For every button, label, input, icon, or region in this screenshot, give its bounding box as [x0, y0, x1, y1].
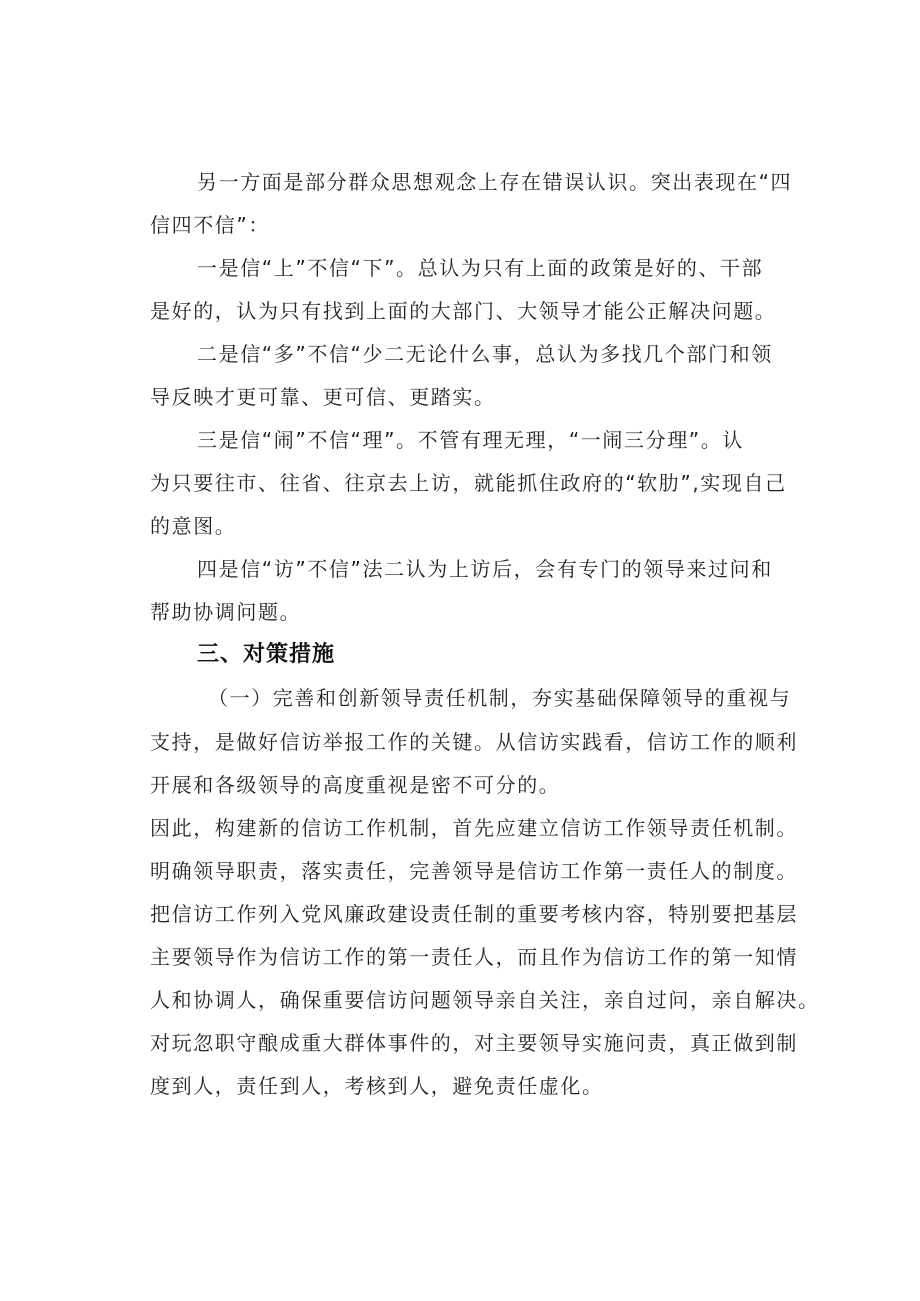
- paragraph-line: 二是信“多”不信“少二无论什么事，总认为多找几个部门和领: [197, 342, 773, 366]
- paragraph-line: 导反映才更可靠、更可信、更踏实。: [150, 385, 496, 409]
- paragraph-line: 是好的，认为只有找到上面的大部门、大领导才能公正解决问题。: [150, 299, 777, 323]
- paragraph-line: 明确领导职责，落实责任，完善领导是信访工作第一责任人的制度。: [150, 859, 798, 883]
- paragraph-line: 一是信“上”不信“下”。总认为只有上面的政策是好的、干部: [197, 256, 764, 280]
- paragraph-line: 的意图。: [150, 514, 237, 538]
- section-heading: 三、对策措施: [197, 642, 336, 667]
- paragraph-line: 度到人，责任到人，考核到人，避免责任虚化。: [150, 1074, 604, 1098]
- paragraph-line: 支持，是做好信访举报工作的关键。从信访实践看，信访工作的顺利: [150, 730, 798, 754]
- paragraph-line: 因此，构建新的信访工作机制，首先应建立信访工作领导责任机制。: [150, 816, 798, 840]
- paragraph-line: 对玩忽职守酿成重大群体事件的，对主要领导实施问责，真正做到制: [150, 1031, 798, 1055]
- paragraph-line: 把信访工作列入党风廉政建设责任制的重要考核内容，特别要把基层: [150, 902, 798, 926]
- paragraph-line: 三是信“闹”不信“理”。不管有理无理，“一闹三分理”。认: [197, 428, 744, 452]
- paragraph-line: 主要领导作为信访工作的第一责任人，而且作为信访工作的第一知情: [150, 945, 798, 969]
- paragraph-line: 帮助协调问题。: [150, 600, 302, 624]
- paragraph-line: 开展和各级领导的高度重视是密不可分的。: [150, 773, 561, 797]
- paragraph-line: （一）完善和创新领导责任机制，夯实基础保障领导的重视与: [208, 686, 792, 710]
- paragraph-line: 信四不信”：: [150, 213, 270, 237]
- paragraph-line: 人和协调人，确保重要信访问题领导亲自关注，亲自过问，亲自解决。: [150, 988, 820, 1012]
- paragraph-line: 为只要往市、往省、往京去上访，就能抓住政府的“软肋”,实现自己: [150, 471, 787, 495]
- paragraph-line: 四是信“访”不信”法二认为上访后，会有专门的领导来过问和: [197, 557, 773, 581]
- paragraph-line: 另一方面是部分群众思想观念上存在错误认识。突出表现在“四: [197, 170, 793, 194]
